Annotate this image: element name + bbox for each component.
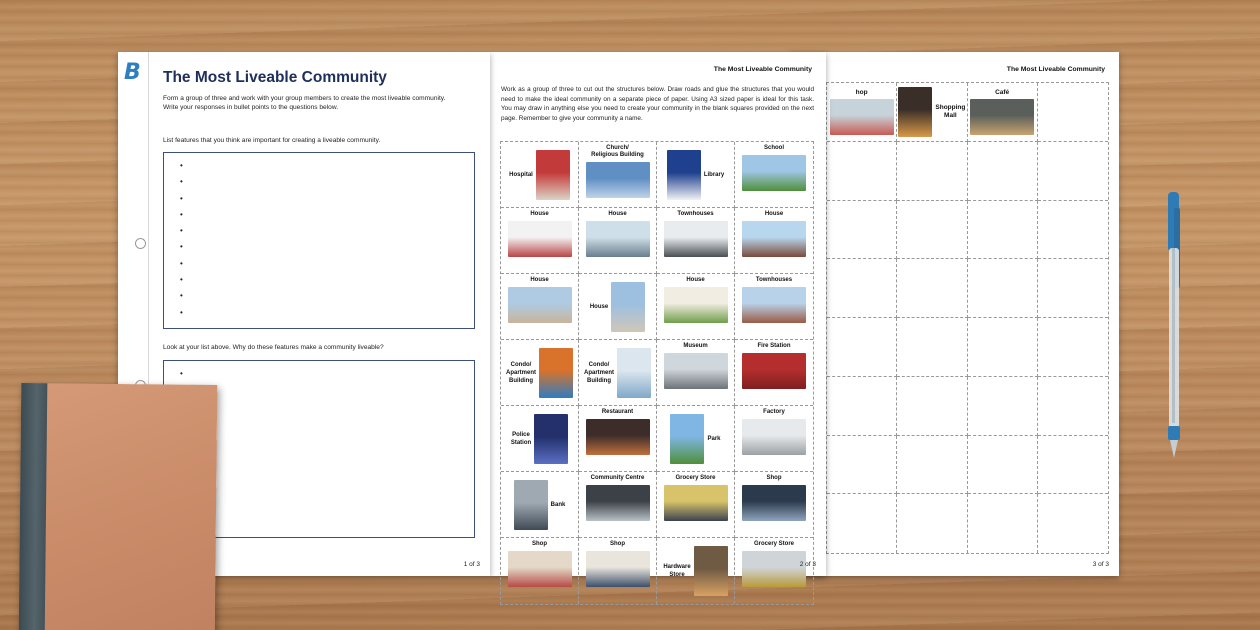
- structure-label: Shop: [532, 541, 547, 547]
- structure-label: Police Station: [510, 431, 532, 446]
- structure-photo: [611, 282, 645, 332]
- structure-card-house: [501, 208, 579, 274]
- structures-grid: [500, 141, 814, 605]
- answer-box-1[interactable]: [163, 152, 475, 329]
- bullet-point: [180, 175, 474, 191]
- notebook-spine: [19, 383, 48, 630]
- structure-label: Hospital: [509, 171, 533, 178]
- structure-label: House: [764, 211, 784, 217]
- structure-card-shop: [501, 538, 579, 604]
- structure-card-caf: [968, 83, 1038, 142]
- structure-card-church-religious-building: [579, 142, 657, 208]
- structure-card-grocery-store: [657, 472, 735, 538]
- structure-photo: [514, 480, 548, 530]
- structure-label: Museum: [683, 343, 708, 349]
- structure-photo: [742, 485, 806, 521]
- structure-photo: [536, 150, 570, 200]
- question-1: List features that you think are important for creating a liveable community.: [163, 137, 381, 144]
- structure-card-grocery-store: [735, 538, 813, 604]
- bullet-point: [180, 240, 474, 256]
- ballpoint-pen-icon: [1164, 190, 1184, 460]
- structure-label: Community Centre: [590, 475, 645, 481]
- bullet-point: [180, 273, 474, 289]
- structure-photo: [742, 551, 806, 587]
- structure-label: Bank: [550, 501, 566, 508]
- structure-card-police-station: [501, 406, 579, 472]
- page-number: 2 of 3: [799, 561, 816, 568]
- blank-square: [968, 318, 1038, 377]
- structure-card-townhouses: [735, 274, 813, 340]
- blank-square: [1038, 318, 1108, 377]
- structure-photo: [508, 221, 572, 257]
- structure-label: Church/ Religious Building: [591, 145, 644, 158]
- structure-photo: [742, 353, 806, 389]
- structure-label: Park: [707, 435, 721, 442]
- blank-square: [1038, 436, 1108, 495]
- blank-square: [897, 318, 967, 377]
- structure-label: Townhouses: [755, 277, 793, 283]
- structure-photo: [694, 546, 728, 596]
- structure-label: House: [608, 211, 627, 217]
- blank-square: [1038, 201, 1108, 260]
- structure-label: School: [763, 145, 784, 151]
- structure-label: Grocery Store: [675, 475, 716, 481]
- blank-square: [897, 142, 967, 201]
- structure-card-shopping-mall: [897, 83, 967, 142]
- structure-card-factory: [735, 406, 813, 472]
- structure-photo: [742, 419, 806, 455]
- blank-square: [968, 201, 1038, 260]
- blank-square: [968, 259, 1038, 318]
- structure-label: Townhouses: [677, 211, 714, 217]
- blank-square: [1038, 259, 1108, 318]
- structure-photo: [586, 485, 650, 521]
- cut-out-instructions: Work as a group of three to cut out the structures below. Draw roads and glue the structures that you would need to make the ideal community on a separate piece of paper. Using A3 sized paper is ideal for this task. You may draw in anything else you need to create your community in the blank squares provided on the next page. Remember to give your community a name.: [501, 86, 814, 122]
- structure-photo: [508, 551, 572, 587]
- structure-photo: [742, 287, 806, 323]
- structure-photo: [617, 348, 651, 398]
- structure-card-condo-apartment-building: [501, 340, 579, 406]
- blank-square: [827, 436, 897, 495]
- structure-card-hospital: [501, 142, 579, 208]
- structure-card-bank: [501, 472, 579, 538]
- structure-photo: [970, 99, 1034, 135]
- structure-label: Library: [703, 171, 725, 178]
- structure-label: Restaurant: [601, 409, 634, 415]
- structure-photo: [586, 551, 650, 587]
- structure-label: Hardware Store: [663, 564, 691, 578]
- running-header: The Most Liveable Community: [713, 66, 812, 73]
- blank-square: [1038, 377, 1108, 436]
- structure-label: House: [530, 277, 549, 283]
- structure-card-hardware-store: [657, 538, 735, 604]
- structure-label: Café: [995, 88, 1010, 96]
- blank-square: [827, 318, 897, 377]
- structure-photo: [534, 414, 568, 464]
- structure-card-house: [579, 274, 657, 340]
- structure-photo: [664, 353, 728, 389]
- structure-label: Shop: [610, 541, 625, 547]
- intro-text: [163, 94, 475, 112]
- structure-label: Shop: [766, 475, 782, 481]
- structure-card-house: [657, 274, 735, 340]
- structure-label: Factory: [763, 409, 785, 415]
- bullet-list: [164, 153, 474, 322]
- blank-square: [968, 436, 1038, 495]
- bullet-point: [180, 383, 474, 399]
- structure-card-townhouses: [657, 208, 735, 274]
- blank-square: [1038, 83, 1108, 142]
- page-number: 1 of 3: [463, 561, 480, 568]
- structure-label: Shopping Mall: [935, 103, 966, 119]
- structure-card-house: [735, 208, 813, 274]
- worksheet-page-3: [790, 52, 1119, 576]
- structure-card-restaurant: [579, 406, 657, 472]
- bullet-point: [180, 208, 474, 224]
- structure-card-house: [501, 274, 579, 340]
- blank-square: [897, 377, 967, 436]
- blank-square: [1038, 494, 1108, 553]
- intro-line: Form a group of three and work with your group members to create the most liveable community.: [163, 95, 446, 102]
- structure-photo: [667, 150, 701, 200]
- blank-square: [827, 494, 897, 553]
- bullet-point: [180, 306, 474, 322]
- structure-photo: [664, 287, 728, 323]
- blank-square: [897, 259, 967, 318]
- blank-square: [1038, 142, 1108, 201]
- structure-photo: [539, 348, 573, 398]
- structure-label: Condo/ Apartment Building: [583, 361, 614, 384]
- structure-label: House: [530, 211, 549, 217]
- blank-square: [897, 494, 967, 553]
- structure-photo: [586, 162, 650, 198]
- bullet-point: [180, 289, 474, 305]
- structure-card-hop: [827, 83, 897, 142]
- blank-square: [897, 201, 967, 260]
- intro-line: Write your responses in bullet points to the questions below.: [163, 104, 339, 111]
- structure-card-fire-station: [735, 340, 813, 406]
- structure-label: House: [589, 303, 609, 310]
- structure-card-park: [657, 406, 735, 472]
- structure-photo: [586, 221, 650, 257]
- structure-card-community-centre: [579, 472, 657, 538]
- structure-photo: [670, 414, 704, 464]
- structure-label: Fire Station: [757, 343, 791, 349]
- bullet-point: [180, 367, 474, 383]
- structure-card-house: [579, 208, 657, 274]
- page-title: The Most Liveable Community: [163, 69, 387, 86]
- blank-square: [968, 494, 1038, 553]
- structure-label: Condo/ Apartment Building: [505, 361, 536, 384]
- bullet-point: [180, 224, 474, 240]
- blank-square: [968, 377, 1038, 436]
- brand-logo-icon: B: [124, 60, 141, 85]
- structure-photo: [586, 419, 650, 455]
- structure-photo: [664, 221, 728, 257]
- blank-square: [827, 201, 897, 260]
- structure-photo: [508, 287, 572, 323]
- structure-card-school: [735, 142, 813, 208]
- blank-squares-grid: [826, 82, 1109, 554]
- bullet-point: [180, 192, 474, 208]
- structure-photo: [742, 221, 806, 257]
- structure-label: House: [686, 277, 705, 283]
- bullet-point: [180, 257, 474, 273]
- punch-hole-icon: [135, 238, 146, 249]
- structure-photo: [830, 99, 894, 135]
- structure-card-shop: [579, 538, 657, 604]
- structure-label: Grocery Store: [753, 541, 795, 547]
- structure-card-library: [657, 142, 735, 208]
- structure-label: hop: [855, 88, 868, 96]
- blank-square: [827, 259, 897, 318]
- structure-photo: [898, 87, 932, 137]
- page-number: 3 of 3: [1092, 561, 1109, 568]
- running-header: The Most Liveable Community: [1006, 66, 1105, 73]
- worksheet-page-2: [490, 52, 826, 576]
- structure-photo: [742, 155, 806, 191]
- blank-square: [897, 436, 967, 495]
- structure-card-condo-apartment-building: [579, 340, 657, 406]
- notebook: [19, 383, 218, 630]
- structure-photo: [664, 485, 728, 521]
- blank-square: [827, 142, 897, 201]
- question-2: Look at your list above. Why do these features make a community liveable?: [163, 344, 384, 351]
- blank-square: [968, 142, 1038, 201]
- blank-square: [827, 377, 897, 436]
- structure-card-museum: [657, 340, 735, 406]
- structure-card-shop: [735, 472, 813, 538]
- bullet-point: [180, 159, 474, 175]
